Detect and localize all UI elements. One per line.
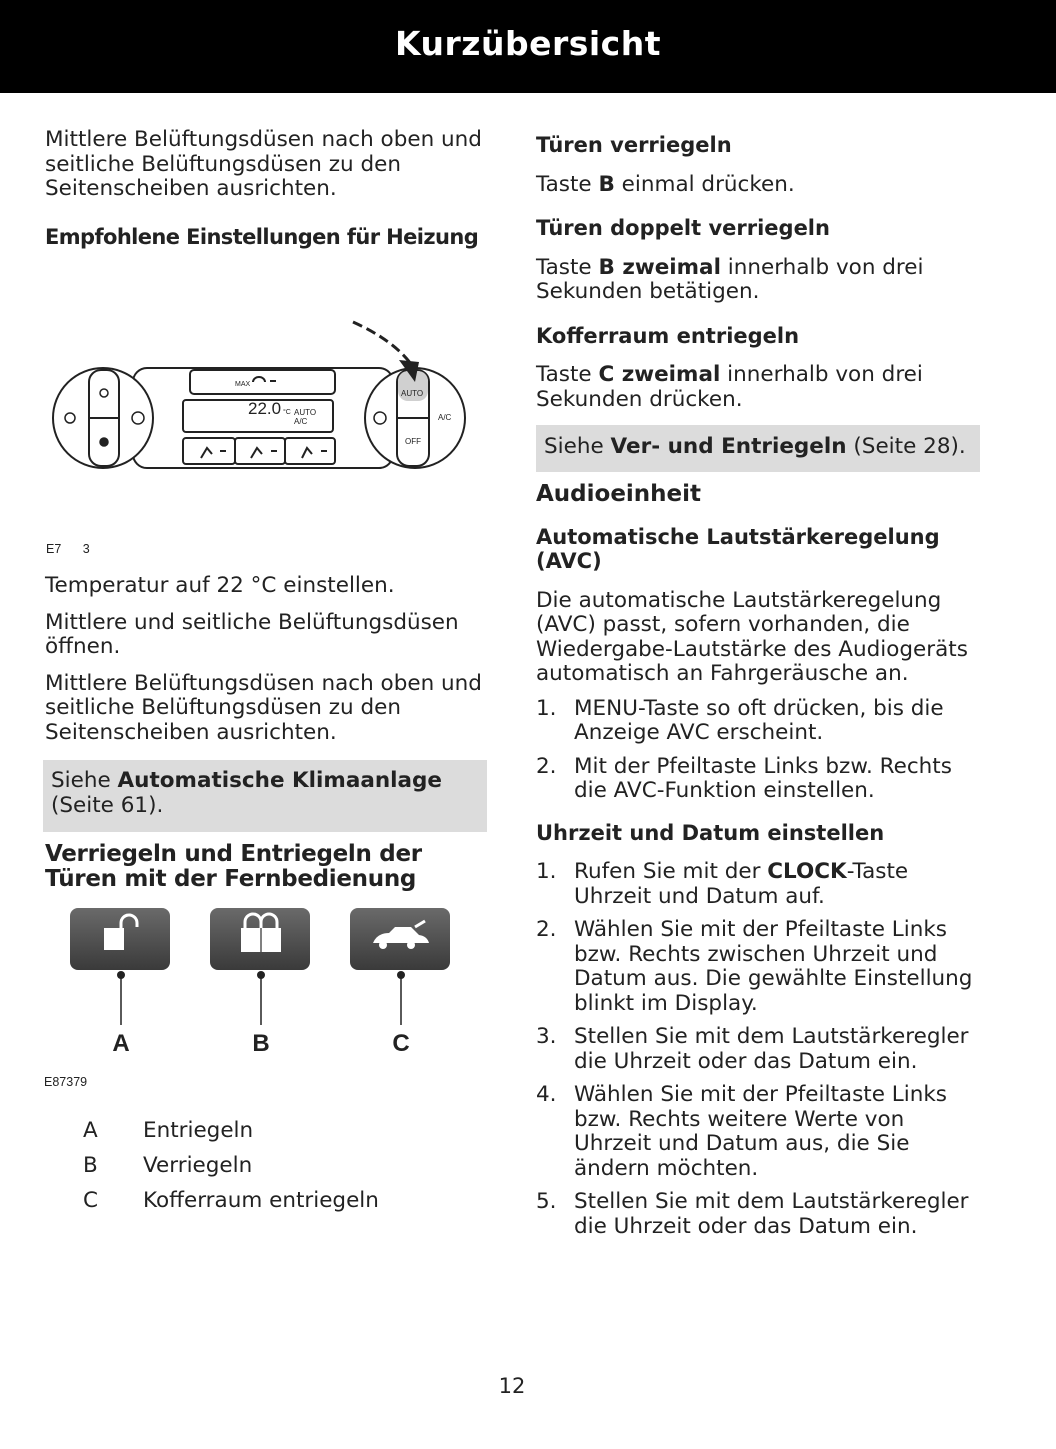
callout-a: A — [112, 1030, 130, 1057]
intro-paragraph: Mittlere Belüftungsdüsen nach oben und seitliche Belüftungsdüsen zu den Seitenscheiben ausrichten. — [45, 127, 482, 201]
lock-text: Taste B einmal drücken. — [536, 171, 795, 197]
list-item: 2. Mit der Pfeiltaste Links bzw. Rechts die AVC-Funktion einstellen. — [536, 753, 952, 803]
climate-panel-figure — [45, 310, 475, 485]
remote-figure — [65, 903, 465, 1063]
note-locking-link[interactable]: Ver- und Entriegeln — [610, 434, 847, 459]
temp-paragraph: Temperatur auf 22 °C einstellen. — [45, 573, 395, 598]
page-number: 12 — [498, 1374, 526, 1398]
legend-key: C — [83, 1188, 99, 1213]
list-item: 1. Rufen Sie mit der CLOCK-Taste Uhrzeit und Datum auf. — [536, 859, 909, 909]
avc-text: Die automatische Lautstärkeregelung (AVC) passt, sofern vorhanden, die Wiedergabe-Lautstärke des Audiogeräts automatisch an Fahrgeräusche an. — [536, 587, 968, 686]
lock-button[interactable] — [210, 908, 310, 970]
audio-heading: Audioeinheit — [536, 480, 702, 507]
note-locking: Siehe Ver- und Entriegeln (Seite 28). — [536, 425, 980, 472]
ac-label: A/C — [438, 413, 452, 422]
note-climate: Siehe Automatische Klimaanlage (Seite 61). — [43, 760, 487, 832]
page-header — [0, 0, 1056, 93]
unlock-button[interactable] — [70, 908, 170, 970]
list-item: 3. Stellen Sie mit dem Lautstärkeregler die Uhrzeit oder das Datum ein. — [536, 1024, 969, 1074]
auto-label: AUTO — [401, 389, 424, 398]
off-label: OFF — [405, 437, 421, 446]
remote-figure-code: E87379 — [44, 1075, 88, 1089]
double-lock-heading: Türen doppelt verriegeln — [536, 216, 830, 240]
legend-value: Verriegeln — [143, 1153, 253, 1178]
list-item: 1. MENU-Taste so oft drücken, bis die Anzeige AVC erscheint. — [536, 695, 944, 745]
right-column — [536, 133, 980, 1248]
callout-b: B — [252, 1030, 270, 1057]
panel-code-prefix: E7 — [46, 542, 62, 556]
max-label: MAX — [235, 381, 251, 388]
legend-value: Kofferraum entriegeln — [143, 1188, 379, 1213]
display-unit: °C — [283, 409, 291, 416]
double-lock-text: Taste B zweimal innerhalb von drei Sekunden betätigen. — [536, 254, 924, 304]
display-ac: A/C — [294, 417, 308, 426]
trunk-text: Taste C zweimal innerhalb von drei Sekunden drücken. — [536, 362, 923, 412]
trunk-heading: Kofferraum entriegeln — [536, 323, 800, 348]
legend-key: B — [83, 1153, 98, 1178]
heating-heading: Empfohlene Einstellungen für Heizung — [45, 224, 479, 249]
clock-steps — [536, 860, 980, 1239]
lock-heading: Türen verriegeln — [536, 133, 732, 157]
vents-open-paragraph: Mittlere und seitliche Belüftungsdüsen öffnen. — [45, 609, 459, 659]
list-item: 2. Wählen Sie mit der Pfeiltaste Links bzw. Rechts zwischen Uhrzeit und Datum aus. Die gewählte Einstellung blinkt im Display. — [536, 917, 973, 1016]
note-climate-link[interactable]: Automatische Klimaanlage — [117, 768, 442, 793]
panel-code-suffix: 3 — [82, 542, 90, 556]
panel-figure-code — [46, 542, 90, 556]
trunk-button[interactable] — [350, 908, 450, 970]
page-title: Kurzübersicht — [394, 24, 662, 63]
legend-value: Entriegeln — [143, 1118, 254, 1143]
avc-heading: Automatische Lautstärkeregelung (AVC) — [536, 524, 940, 573]
callout-c: C — [392, 1030, 410, 1057]
clock-heading: Uhrzeit und Datum einstellen — [536, 820, 885, 845]
legend-key: A — [83, 1118, 98, 1143]
left-column-lower — [45, 574, 490, 892]
avc-steps — [536, 697, 980, 804]
list-item: 4. Wählen Sie mit der Pfeiltaste Links bzw. Rechts weitere Werte von Uhrzeit und Datum aus, die Sie ändern möchten. — [536, 1082, 947, 1181]
display-temp: 22.0 — [248, 399, 282, 418]
display-auto: AUTO — [294, 408, 317, 417]
list-item: 5. Stellen Sie mit dem Lautstärkeregler die Uhrzeit oder das Datum ein. — [536, 1189, 969, 1239]
remote-heading: Verriegeln und Entriegeln der Türen mit der Fernbedienung — [45, 841, 422, 892]
vents-adjust-paragraph: Mittlere Belüftungsdüsen nach oben und seitliche Belüftungsdüsen zu den Seitenscheiben ausrichten. — [45, 670, 482, 745]
left-column — [45, 128, 490, 266]
